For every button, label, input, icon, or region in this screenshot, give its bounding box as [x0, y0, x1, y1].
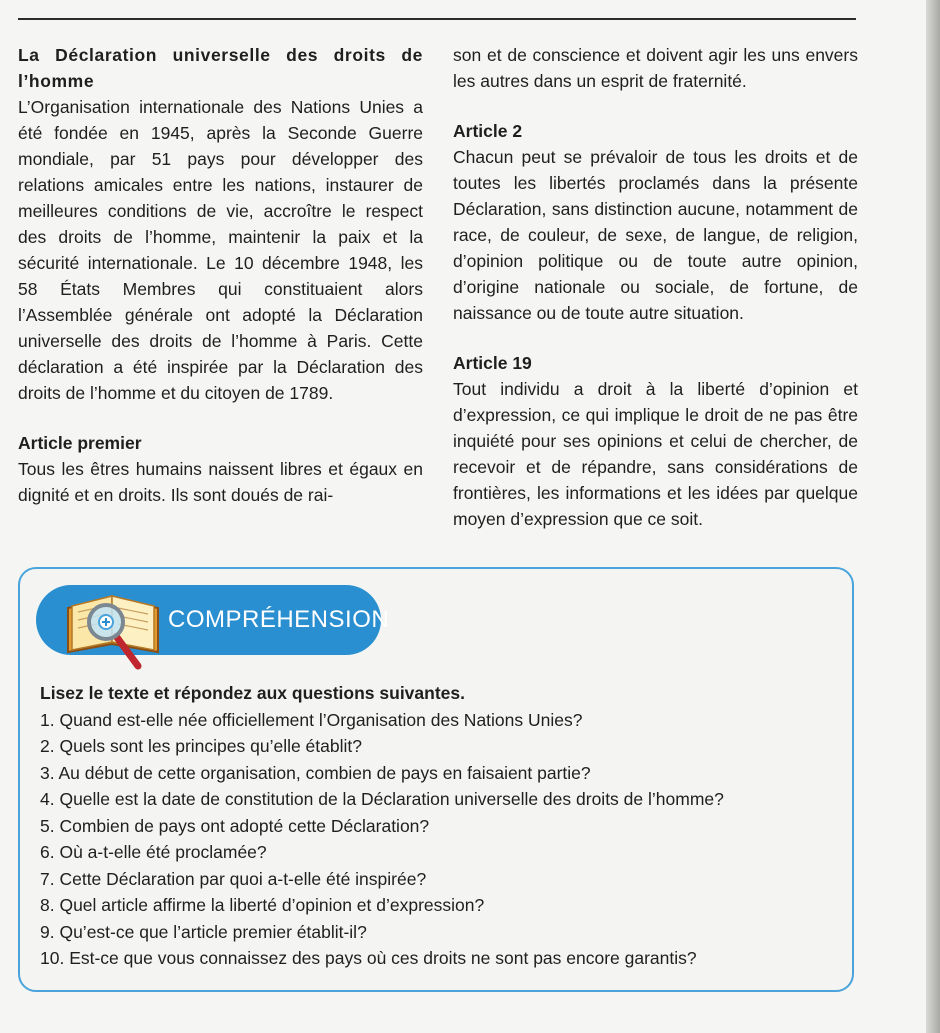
- intro-paragraph: L’Organisation internationale des Nations Unies a été fondée en 1945, après la Seconde Guerre mondiale, par 51 pays pour développer des relations amicales entre les nations, instaurer de meilleures conditions de vie, accroître le respect des droits de l’homme, maintenir la paix et la sécurité internationale. Le 10 décembre 1948, les 58 États Membres qui constituaient alors l’Assemblée générale ont adopté la Déclaration universelle des droits de l’homme à Paris. Cette déclaration a été inspirée par la Déclaration des droits de l’homme et du citoyen de 1789.: [18, 97, 423, 403]
- article-19-text: Tout individu a droit à la liberté d’opinion et d’expression, ce qui implique le droit de ne pas être inquiété pour ses opinions et celui de chercher, de recevoir et de répandre, sans considérations de frontières, les informations et les idées par quelque moyen d’expression que ce soit.: [453, 379, 858, 529]
- article-premier-heading: Article premier: [18, 433, 142, 453]
- text-columns: [18, 42, 858, 556]
- article-2-heading: Article 2: [453, 121, 523, 141]
- question-item: 5. Combien de pays ont adopté cette Déclaration?: [40, 815, 430, 836]
- document-title: La Déclaration universelle des droits de l’homme: [18, 45, 423, 91]
- top-rule: [18, 18, 856, 20]
- page-edge-shadow: [926, 0, 940, 1033]
- question-item: 7. Cette Déclaration par quoi a-t-elle été inspirée?: [40, 868, 427, 889]
- article-19-heading: Article 19: [453, 353, 532, 373]
- article-premier-text-part2: son et de conscience et doivent agir les uns envers les autres dans un esprit de fraternité.: [453, 45, 858, 91]
- left-column: [18, 42, 423, 556]
- question-item: 2. Quels sont les principes qu’elle établit?: [40, 736, 362, 756]
- question-item: 8. Quel article affirme la liberté d’opinion et d’expression?: [40, 895, 485, 915]
- question-item: 1. Quand est-elle née officiellement l’Organisation des Nations Unies?: [40, 709, 583, 730]
- questions-list: [40, 707, 830, 972]
- questions-intro: Lisez le texte et répondez aux questions suivantes.: [40, 683, 465, 703]
- book-magnifier-icon: [60, 582, 170, 672]
- question-item: 9. Qu’est-ce que l’article premier établit-il?: [40, 921, 367, 942]
- question-item: 4. Quelle est la date de constitution de la Déclaration universelle des droits de l’homme?: [40, 789, 724, 809]
- right-column: [453, 42, 858, 556]
- article-premier-text-part1: Tous les êtres humains naissent libres et égaux en dignité et en droits. Ils sont doués de rai-: [18, 459, 423, 505]
- comprehension-label: COMPRÉHENSION: [168, 606, 390, 633]
- article-2-text: Chacun peut se prévaloir de tous les droits et de toutes les libertés proclamés dans la présente Déclaration, sans distinction aucune, notamment de race, de couleur, de sexe, de langue, de religion, d’opinion politique ou de toute autre opinion, d’origine nationale ou sociale, de fortune, de naissance ou de toute autre situation.: [453, 147, 858, 323]
- question-item: 6. Où a-t-elle été proclamée?: [40, 842, 267, 862]
- question-item: 3. Au début de cette organisation, combien de pays en faisaient partie?: [40, 762, 591, 783]
- questions-section: [40, 680, 830, 972]
- question-item: 10. Est-ce que vous connaissez des pays où ces droits ne sont pas encore garantis?: [40, 948, 697, 968]
